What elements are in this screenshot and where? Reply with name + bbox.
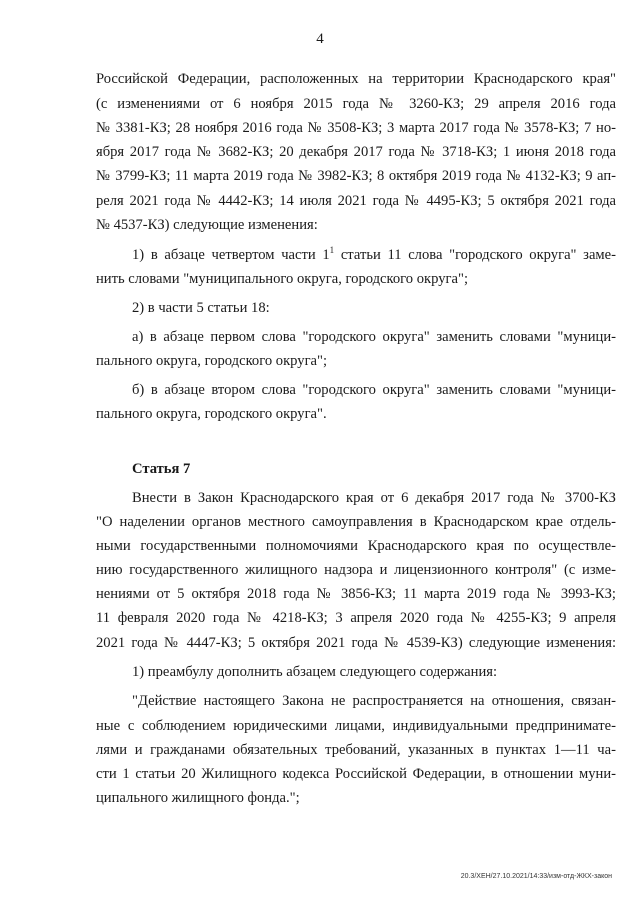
text-line: № 3381-КЗ; 28 ноября 2016 года № 3508-КЗ; 3 марта 2017 года № 3578-КЗ; 7 но-	[96, 120, 616, 136]
text-line: Внести в Закон Краснодарского края от 6 декабря 2017 года № 3700-КЗ	[132, 490, 616, 506]
text-line: нениями от 5 октября 2018 года № 3856-КЗ; 11 марта 2019 года № 3993-КЗ;	[96, 586, 616, 602]
text-line: "Действие настоящего Закона не распространяется на отношения, связан-	[132, 693, 616, 709]
text-line: 1) преамбулу дополнить абзацем следующего содержания:	[132, 664, 498, 680]
text-line: реля 2021 года № 4442-КЗ; 14 июля 2021 года № 4495-КЗ; 5 октября 2021 года	[96, 193, 616, 209]
text-line: ными государственными полномочиями Краснодарского края по осуществле-	[96, 538, 616, 554]
text-line: пального округа, городского округа".	[96, 406, 327, 422]
text-line: ября 2017 года № 3682-КЗ; 20 декабря 2017 года № 3718-КЗ; 1 июня 2018 года	[96, 144, 616, 160]
text-line: 2021 года № 4447-КЗ; 5 октября 2021 года № 4539-КЗ) следующие изменения:	[96, 635, 616, 651]
text-line: а) в абзаце первом слова "городского округа" заменить словами "муници-	[132, 329, 616, 345]
text-line: № 4537-КЗ) следующие изменения:	[96, 217, 318, 233]
page-number: 4	[316, 31, 324, 47]
text-line: сти 1 статьи 20 Жилищного кодекса Российской Федерации, в отношении муни-	[96, 766, 616, 782]
footer-code: 20.3/ХЕН/27.10.2021/14:33/изм-отд-ЖКХ-закон	[460, 873, 612, 880]
text-line: б) в абзаце втором слова "городского округа" заменить словами "муници-	[132, 382, 616, 398]
text-line: "О наделении органов местного самоуправления в Краснодарском крае отдель-	[96, 514, 616, 530]
text-line: ципального жилищного фонда.";	[96, 790, 300, 806]
text-line: (с изменениями от 6 ноября 2015 года № 3260-КЗ; 29 апреля 2016 года	[96, 96, 616, 112]
text-fragment: 1) в абзаце четвертом части 1	[132, 247, 330, 263]
text-line: 2) в части 5 статьи 18:	[132, 300, 270, 316]
text-line: лями и гражданами обязательных требований, указанных в пунктах 1—11 ча-	[96, 742, 616, 758]
article-heading: Статья 7	[132, 461, 191, 477]
text-line	[132, 246, 616, 264]
text-line: пального округа, городского округа";	[96, 353, 328, 369]
text-line: 11 февраля 2020 года № 4218-КЗ; 3 апреля 2020 года № 4255-КЗ; 9 апреля	[96, 610, 616, 626]
text-line: № 3799-КЗ; 11 марта 2019 года № 3982-КЗ; 8 октября 2019 года № 4132-КЗ; 9 ап-	[96, 168, 616, 184]
text-line: нию государственного жилищного надзора и лицензионного контроля" (с изме-	[96, 562, 616, 578]
text-fragment: статьи 11 слова "городского округа" заме-	[334, 247, 616, 263]
superscript: 1	[329, 245, 335, 255]
text-line: ные с соблюдением юридическими лицами, индивидуальными предпринимате-	[96, 718, 616, 734]
text-line: Российской Федерации, расположенных на территории Краснодарского края"	[96, 71, 616, 87]
text-line: нить словами "муниципального округа, городского округа";	[96, 271, 469, 287]
